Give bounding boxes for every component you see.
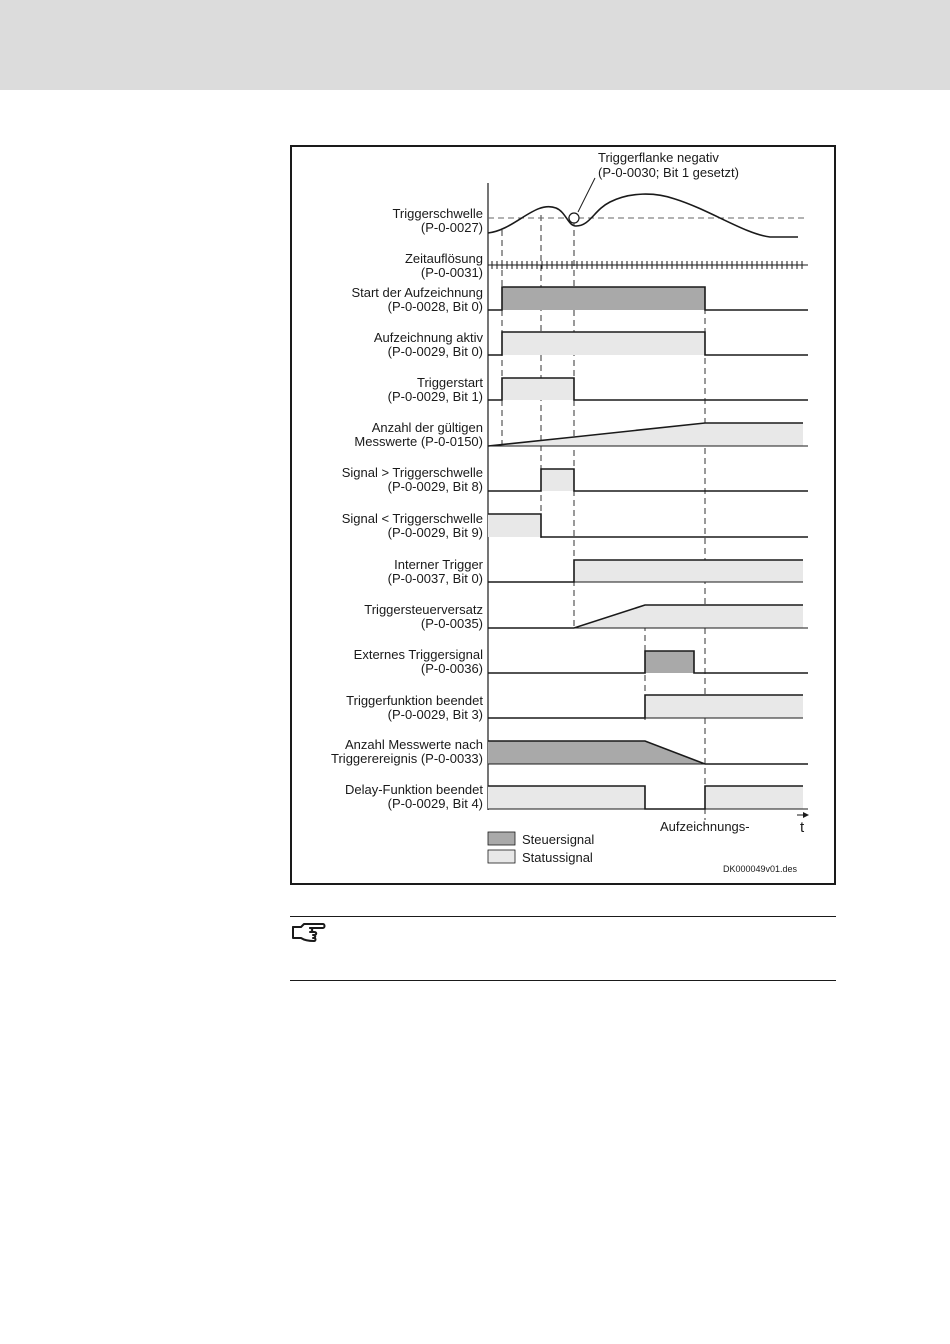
label-trigger-offset-param: (P-0-0035) (420, 616, 483, 631)
label-internal-trigger: Interner Trigger (394, 557, 483, 572)
signal-trigger-offset (488, 605, 808, 628)
label-trigger-function-done: Triggerfunktion beendet (346, 693, 483, 708)
legend-swatch-status (488, 850, 515, 863)
label-above-threshold: Signal > Triggerschwelle (341, 465, 483, 480)
note-top-rule (290, 916, 836, 917)
label-below-threshold: Signal < Triggerschwelle (341, 511, 483, 526)
label-threshold-param: (P-0-0027) (420, 220, 483, 235)
label-recording-active: Aufzeichnung aktiv (373, 330, 483, 345)
signal-above-threshold (488, 469, 808, 491)
label-threshold: Triggerschwelle (392, 206, 483, 221)
label-samples-after-trigger-param: Triggerereignis (P-0-0033) (331, 751, 483, 766)
signal-valid-sample-count (488, 423, 808, 446)
time-resolution-signal (488, 261, 808, 269)
pointing-hand-icon (293, 924, 325, 941)
legend (488, 832, 594, 865)
label-start-recording: Start der Aufzeichnung (351, 285, 483, 300)
signal-below-threshold (488, 514, 808, 537)
callout-leader (578, 178, 595, 212)
label-start-recording-param: (P-0-0028, Bit 0) (387, 299, 483, 314)
time-axis-label: t (800, 819, 805, 836)
signal-recording-active (488, 332, 808, 355)
signal-trigger-function-done (488, 695, 803, 718)
label-trigger-function-done-param: (P-0-0029, Bit 3) (387, 707, 483, 722)
legend-label-status: Statussignal (522, 850, 593, 865)
legend-label-control: Steuersignal (522, 832, 595, 847)
label-external-trigger-param: (P-0-0036) (420, 661, 483, 676)
label-below-threshold-param: (P-0-0029, Bit 9) (387, 525, 483, 540)
signal-labels (331, 206, 484, 811)
analog-signal-curve (488, 194, 798, 237)
signal-delay-function-done (488, 786, 808, 809)
signal-trigger-start (488, 378, 808, 400)
label-samples-after-trigger: Anzahl Messwerte nach (344, 737, 483, 752)
label-recording-active-param: (P-0-0029, Bit 0) (387, 344, 483, 359)
label-trigger-start-param: (P-0-0029, Bit 1) (387, 389, 483, 404)
label-delay-function-done: Delay-Funktion beendet (344, 782, 483, 797)
trigger-edge-point (569, 213, 579, 223)
label-valid-sample-count: Anzahl der gültigen (371, 420, 483, 435)
signal-start-recording (488, 287, 808, 310)
figure-id: DK000049v01.des (723, 864, 798, 874)
label-time-resolution: Zeitauflösung (404, 251, 483, 266)
note-bottom-rule (290, 980, 836, 981)
label-above-threshold-param: (P-0-0029, Bit 8) (387, 479, 483, 494)
signal-samples-after-trigger (488, 741, 808, 764)
label-internal-trigger-param: (P-0-0037, Bit 0) (387, 571, 483, 586)
signal-internal-trigger (488, 560, 803, 582)
callout-text-2: (P-0-0030; Bit 1 gesetzt) (598, 165, 739, 180)
legend-swatch-control (488, 832, 515, 845)
label-time-resolution-param: (P-0-0031) (420, 265, 483, 280)
recording-end-label: Aufzeichnungs- (660, 819, 750, 834)
label-delay-function-done-param: (P-0-0029, Bit 4) (387, 796, 483, 811)
signal-external-trigger (488, 651, 808, 673)
callout-text-1: Triggerflanke negativ (598, 150, 719, 165)
label-trigger-start: Triggerstart (417, 375, 483, 390)
label-external-trigger: Externes Triggersignal (353, 647, 483, 662)
label-trigger-offset: Triggersteuerversatz (364, 602, 483, 617)
label-valid-sample-count-param: Messwerte (P-0-0150) (354, 434, 483, 449)
